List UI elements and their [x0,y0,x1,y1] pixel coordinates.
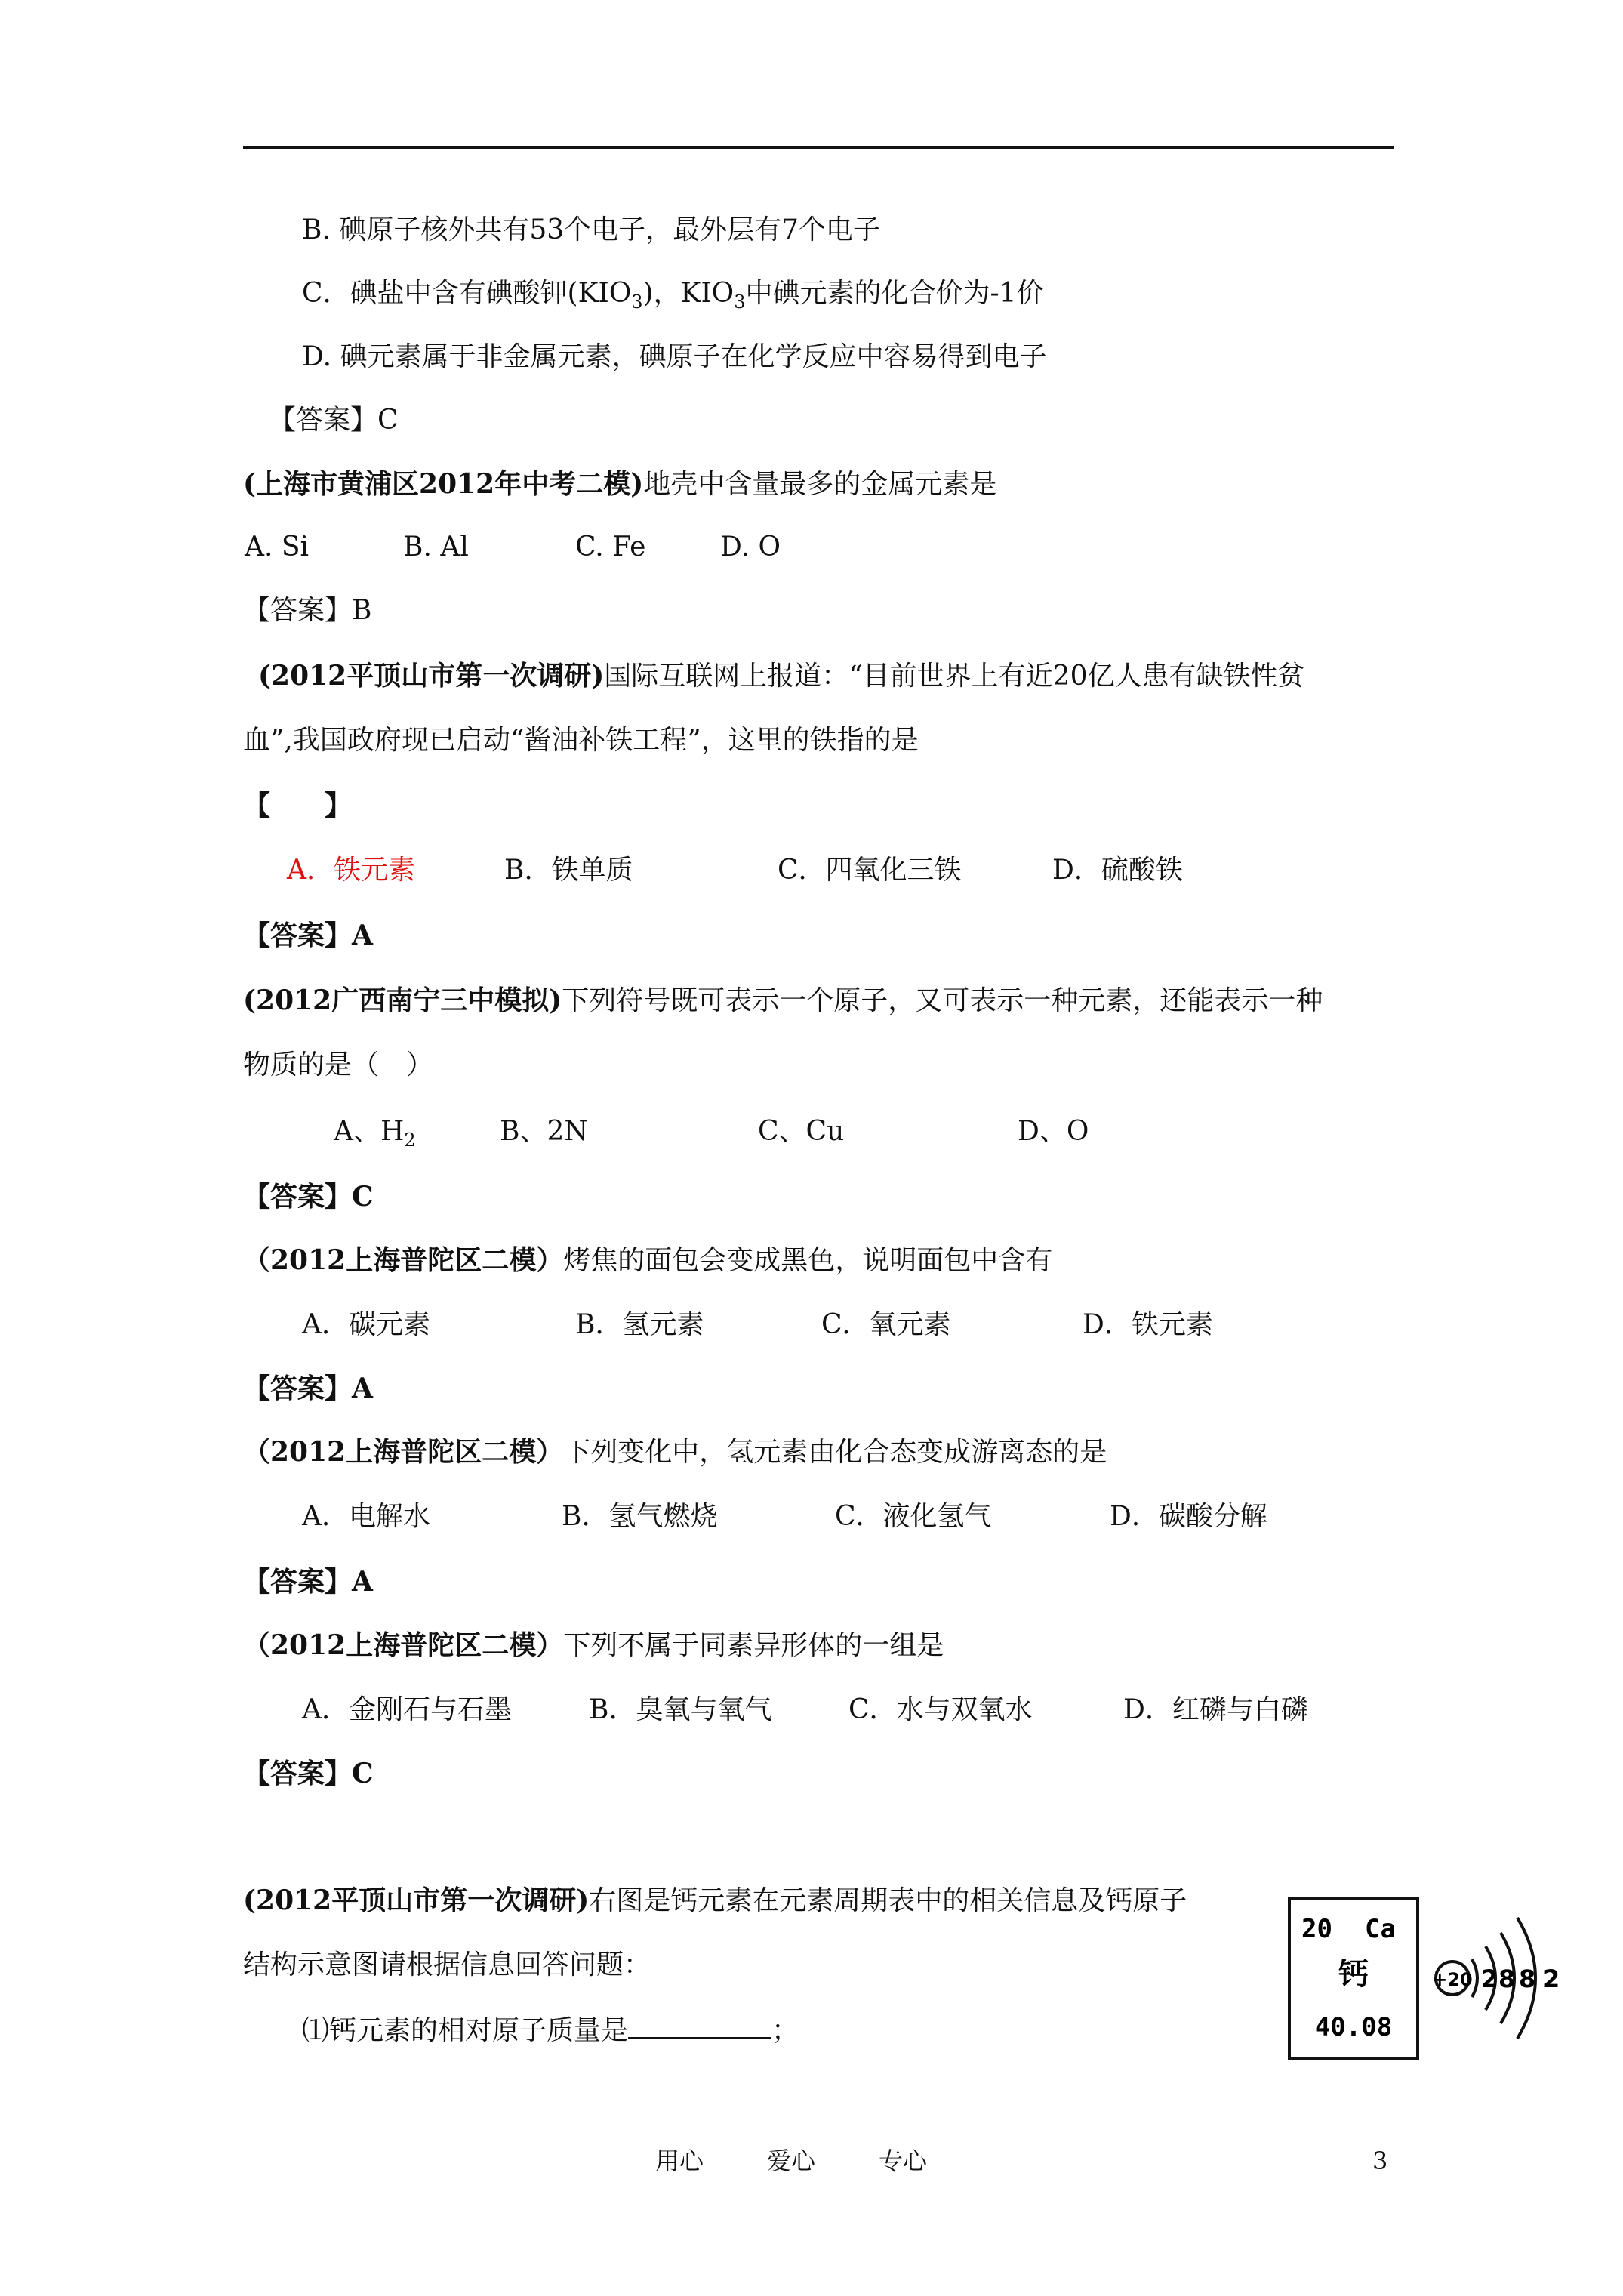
crust-option-a: A. Si [245,532,310,562]
shell-electrons-4: 2 [1543,1965,1560,1993]
iodine-option-c: C．碘盐中含有碘酸钾$(KIO_3)$，$KIO_3$中碘元素的化合价为-1价 [302,278,1044,313]
element-name: 钙 [1338,1956,1369,1992]
atomic-mass: 40.08 [1314,2012,1393,2042]
iron-question-line2: 血”,我国政府现已启动“酱油补铁工程”，这里的铁指的是 [243,725,919,756]
symbol-question-line2: 物质的是（ ） [243,1049,434,1080]
bread-option-d: D．铁元素 [1083,1309,1213,1340]
page-number: 3 [1372,2147,1388,2175]
crust-option-d: D. O [720,532,781,562]
symbol-option-a: A、$H_2$ [334,1116,416,1151]
hydrogen-option-a: A．电解水 [302,1501,430,1532]
calcium-element-figure [1283,1880,1585,2076]
hydrogen-option-b: B．氢气燃烧 [562,1501,718,1532]
allotrope-question: （2012上海普陀区二模）下列不属于同素异形体的一组是 [243,1629,944,1661]
allotrope-option-d: D．红磷与白磷 [1123,1694,1308,1725]
bread-question: （2012上海普陀区二模）烤焦的面包会变成黑色，说明面包中含有 [243,1244,1053,1276]
iron-option-d: D．硫酸铁 [1052,855,1183,886]
iron-option-c: C．四氧化三铁 [778,855,962,886]
footer-motto-2: 爱心 [767,2147,816,2175]
symbol-option-b: B、2N [500,1116,588,1147]
footer-motto-1: 用心 [655,2147,704,2175]
iron-answer-bracket: 【 】 [243,790,353,821]
iron-question-line1: (2012平顶山市第一次调研)国际互联网上报道：“目前世界上有近20亿人患有缺铁性贫 [258,660,1305,692]
element-symbol: Ca [1365,1914,1396,1944]
atomic-number: 20 [1301,1914,1332,1944]
hydrogen-option-c: C．液化氢气 [835,1501,992,1532]
symbol-answer: 【答案】C [243,1181,374,1213]
crust-option-c: C. Fe [575,532,646,562]
symbol-option-c: C、Cu [758,1116,845,1147]
bread-option-b: B．氢元素 [575,1309,704,1340]
footer-motto-3: 专心 [879,2147,928,2175]
crust-answer: 【答案】B [243,595,372,626]
allotrope-option-c: C．水与双氧水 [848,1694,1033,1725]
hydrogen-question: （2012上海普陀区二模）下列变化中，氢元素由化合态变成游离态的是 [243,1436,1107,1468]
shell-electrons-1: 2 [1481,1965,1498,1993]
iodine-option-d: D. 碘元素属于非金属元素，碘原子在化学反应中容易得到电子 [302,341,1047,372]
symbol-question-line1: (2012广西南宁三中模拟)下列符号既可表示一个原子，又可表示一种元素，还能表示一种 [243,985,1323,1016]
bread-option-a: A．碳元素 [302,1309,430,1340]
hydrogen-answer: 【答案】A [243,1566,373,1598]
iron-option-a: A．铁元素 [287,855,415,886]
shell-electrons-2: 8 [1498,1965,1516,1993]
iodine-option-b: B. 碘原子核外共有53个电子，最外层有7个电子 [302,214,881,245]
allotrope-option-a: A．金刚石与石墨 [302,1694,512,1725]
question-source: (2012平顶山市第一次调研) [258,660,605,692]
calcium-subquestion-1: ⑴钙元素的相对原子质量是 ； [302,2011,799,2050]
shell-arc-1 [1472,1959,1477,1997]
allotrope-option-b: B．臭氧与氧气 [589,1694,772,1725]
iron-option-b: B．铁单质 [504,855,633,886]
question-source: （2012上海普陀区二模） [243,1244,564,1276]
question-source: （2012上海普陀区二模） [243,1436,564,1468]
crust-question: (上海市黄浦区2012年中考二模)地壳中含量最多的金属元素是 [243,468,997,500]
header-rule [243,146,1394,149]
bread-answer: 【答案】A [243,1373,373,1404]
calcium-question-line2: 结构示意图请根据信息回答问题： [243,1949,651,1980]
calcium-question-line1: (2012平顶山市第一次调研)右图是钙元素在元素周期表中的相关信息及钙原子 [243,1885,1187,1916]
nuclear-charge: +20 [1432,1969,1473,1990]
symbol-option-d: D、O [1018,1116,1089,1147]
allotrope-answer: 【答案】C [243,1758,374,1789]
crust-option-b: B. Al [403,532,469,562]
question-source: （2012上海普陀区二模） [243,1629,564,1661]
question-source: (2012平顶山市第一次调研) [243,1885,590,1916]
shell-electrons-3: 8 [1519,1965,1536,1993]
question-source: (2012广西南宁三中模拟) [243,985,562,1016]
iodine-answer: 【答案】C [269,405,399,436]
hydrogen-option-d: D．碳酸分解 [1110,1501,1267,1532]
bread-option-c: C．氧元素 [821,1309,951,1340]
iron-answer: 【答案】A [243,920,373,951]
answer-blank [628,2011,771,2039]
question-source: (上海市黄浦区2012年中考二模) [243,468,644,500]
